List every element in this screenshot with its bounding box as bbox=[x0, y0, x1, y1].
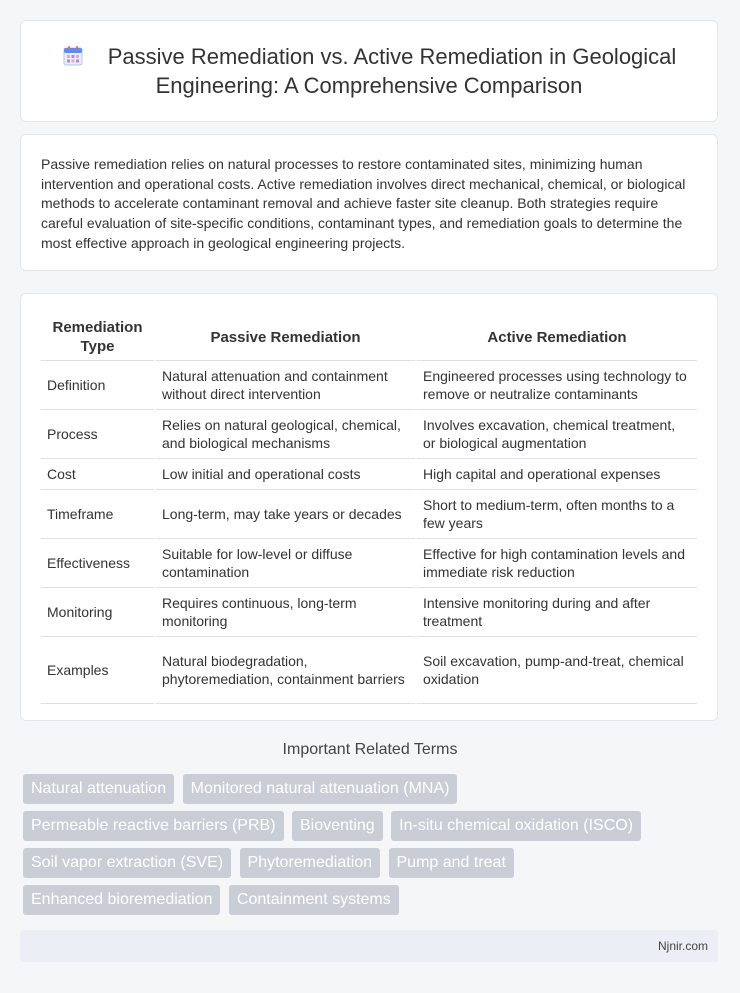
page-title-text: Passive Remediation vs. Active Remediation in Geological Engineering: A Comprehensive Comparison bbox=[107, 44, 677, 98]
table-cell: Relies on natural geological, chemical, and biological mechanisms bbox=[155, 410, 416, 459]
table-row bbox=[41, 588, 697, 637]
table-cell: Natural attenuation and containment without direct intervention bbox=[155, 361, 416, 410]
related-term-tag[interactable]: Enhanced bioremediation bbox=[23, 885, 220, 915]
table-cell: Low initial and operational costs bbox=[155, 459, 416, 490]
column-header: Remediation Type bbox=[41, 314, 155, 361]
table-cell: Examples bbox=[41, 637, 155, 704]
related-terms-list bbox=[23, 774, 723, 922]
related-term-tag[interactable]: Containment systems bbox=[229, 885, 399, 915]
table-cell: Suitable for low-level or diffuse contamination bbox=[155, 539, 416, 588]
table-row bbox=[41, 361, 697, 410]
calendar-icon bbox=[62, 45, 84, 67]
related-term-tag[interactable]: Soil vapor extraction (SVE) bbox=[23, 848, 231, 878]
table-cell: Natural biodegradation, phytoremediation, containment barriers bbox=[155, 637, 416, 704]
table-cell: Effectiveness bbox=[41, 539, 155, 588]
table-header-row bbox=[41, 314, 697, 361]
table-cell: Requires continuous, long-term monitoring bbox=[155, 588, 416, 637]
footer bbox=[20, 930, 718, 962]
related-term-tag[interactable]: Bioventing bbox=[292, 811, 383, 841]
table-row bbox=[41, 410, 697, 459]
comparison-table-card bbox=[20, 293, 718, 721]
table-cell: Involves excavation, chemical treatment, or biological augmentation bbox=[416, 410, 697, 459]
table-row bbox=[41, 490, 697, 539]
header-card bbox=[20, 20, 718, 122]
table-row bbox=[41, 539, 697, 588]
intro-text: Passive remediation relies on natural processes to restore contaminated sites, minimizing human intervention and operational costs. Active remediation involves direct mechanical, chemical, or biological methods to accelerate contaminant removal and achieve faster site cleanup. Both strategies require careful evaluation of site-specific conditions, contaminant types, and remediation goals to determine the most effective approach in geological engineering projects. bbox=[41, 156, 686, 251]
related-term-tag[interactable]: Monitored natural attenuation (MNA) bbox=[183, 774, 458, 804]
column-header: Passive Remediation bbox=[155, 314, 416, 361]
table-cell: Intensive monitoring during and after treatment bbox=[416, 588, 697, 637]
table-row bbox=[41, 459, 697, 490]
page-title bbox=[61, 42, 677, 100]
table-cell: Effective for high contamination levels and immediate risk reduction bbox=[416, 539, 697, 588]
intro-card bbox=[20, 134, 718, 271]
table-cell: Soil excavation, pump-and-treat, chemical oxidation bbox=[416, 637, 697, 704]
table-cell: High capital and operational expenses bbox=[416, 459, 697, 490]
column-header: Active Remediation bbox=[416, 314, 697, 361]
related-term-tag[interactable]: Phytoremediation bbox=[240, 848, 381, 878]
related-term-tag[interactable]: Natural attenuation bbox=[23, 774, 174, 804]
table-cell: Short to medium-term, often months to a few years bbox=[416, 490, 697, 539]
table-cell: Engineered processes using technology to remove or neutralize contaminants bbox=[416, 361, 697, 410]
footer-site-name[interactable]: Njnir.com bbox=[657, 939, 708, 953]
comparison-table bbox=[41, 314, 697, 704]
related-term-tag[interactable]: In-situ chemical oxidation (ISCO) bbox=[391, 811, 641, 841]
related-terms-heading: Important Related Terms bbox=[282, 741, 458, 758]
table-cell: Definition bbox=[41, 361, 155, 410]
table-cell: Long-term, may take years or decades bbox=[155, 490, 416, 539]
table-cell: Process bbox=[41, 410, 155, 459]
related-term-tag[interactable]: Permeable reactive barriers (PRB) bbox=[23, 811, 284, 841]
table-row bbox=[41, 637, 697, 704]
related-term-tag[interactable]: Pump and treat bbox=[389, 848, 514, 878]
table-cell: Cost bbox=[41, 459, 155, 490]
table-cell: Timeframe bbox=[41, 490, 155, 539]
table-cell: Monitoring bbox=[41, 588, 155, 637]
